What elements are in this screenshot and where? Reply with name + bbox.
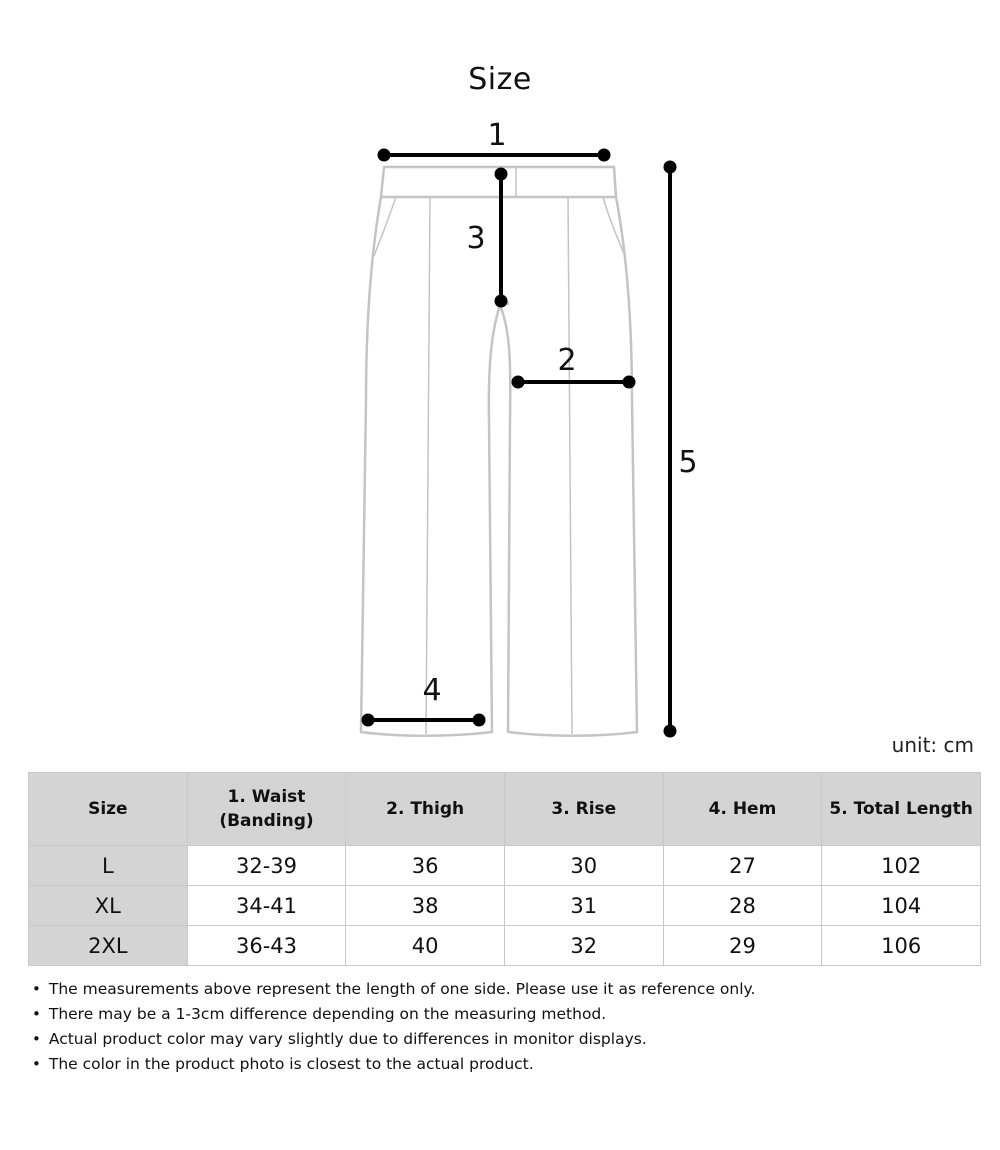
note-item: • The color in the product photo is closest to the actual product. [32, 1052, 755, 1077]
measure-label-4: 4 [422, 673, 442, 708]
cell-hem: 29 [663, 926, 822, 966]
column-header-waist: 1. Waist (Banding) [187, 773, 346, 846]
measure-label-5: 5 [678, 445, 698, 480]
measure-line-rise [495, 168, 508, 308]
measure-label-1: 1 [487, 118, 507, 153]
note-item: • There may be a 1-3cm difference depending on the measuring method. [32, 1002, 755, 1027]
column-header-total-length: 5. Total Length [822, 773, 981, 846]
cell-rise: 30 [504, 846, 663, 886]
cell-thigh: 36 [346, 846, 505, 886]
cell-hem: 27 [663, 846, 822, 886]
table-header-row [29, 773, 981, 846]
cell-waist: 34-41 [187, 886, 346, 926]
cell-total-length: 104 [822, 886, 981, 926]
measure-line-total-length [664, 161, 677, 738]
measure-line-hem [362, 714, 486, 727]
unit-label: unit: cm [891, 733, 974, 757]
note-item: • The measurements above represent the length of one side. Please use it as reference only. [32, 977, 755, 1002]
row-size: L [29, 846, 188, 886]
note-item: • Actual product color may vary slightly due to differences in monitor displays. [32, 1027, 755, 1052]
column-header-hem: 4. Hem [663, 773, 822, 846]
cell-waist: 32-39 [187, 846, 346, 886]
row-size: XL [29, 886, 188, 926]
notes-list [32, 977, 755, 1077]
size-table [28, 772, 981, 966]
cell-waist: 36-43 [187, 926, 346, 966]
measure-label-2: 2 [557, 343, 577, 378]
column-header-size: Size [29, 773, 188, 846]
cell-total-length: 106 [822, 926, 981, 966]
cell-hem: 28 [663, 886, 822, 926]
cell-total-length: 102 [822, 846, 981, 886]
table-row [29, 846, 981, 886]
table-row [29, 886, 981, 926]
cell-thigh: 38 [346, 886, 505, 926]
row-size: 2XL [29, 926, 188, 966]
cell-rise: 31 [504, 886, 663, 926]
column-header-rise: 3. Rise [504, 773, 663, 846]
measure-label-3: 3 [466, 221, 486, 256]
column-header-thigh: 2. Thigh [346, 773, 505, 846]
page-title: Size [468, 62, 532, 97]
cell-thigh: 40 [346, 926, 505, 966]
table-row [29, 926, 981, 966]
cell-rise: 32 [504, 926, 663, 966]
